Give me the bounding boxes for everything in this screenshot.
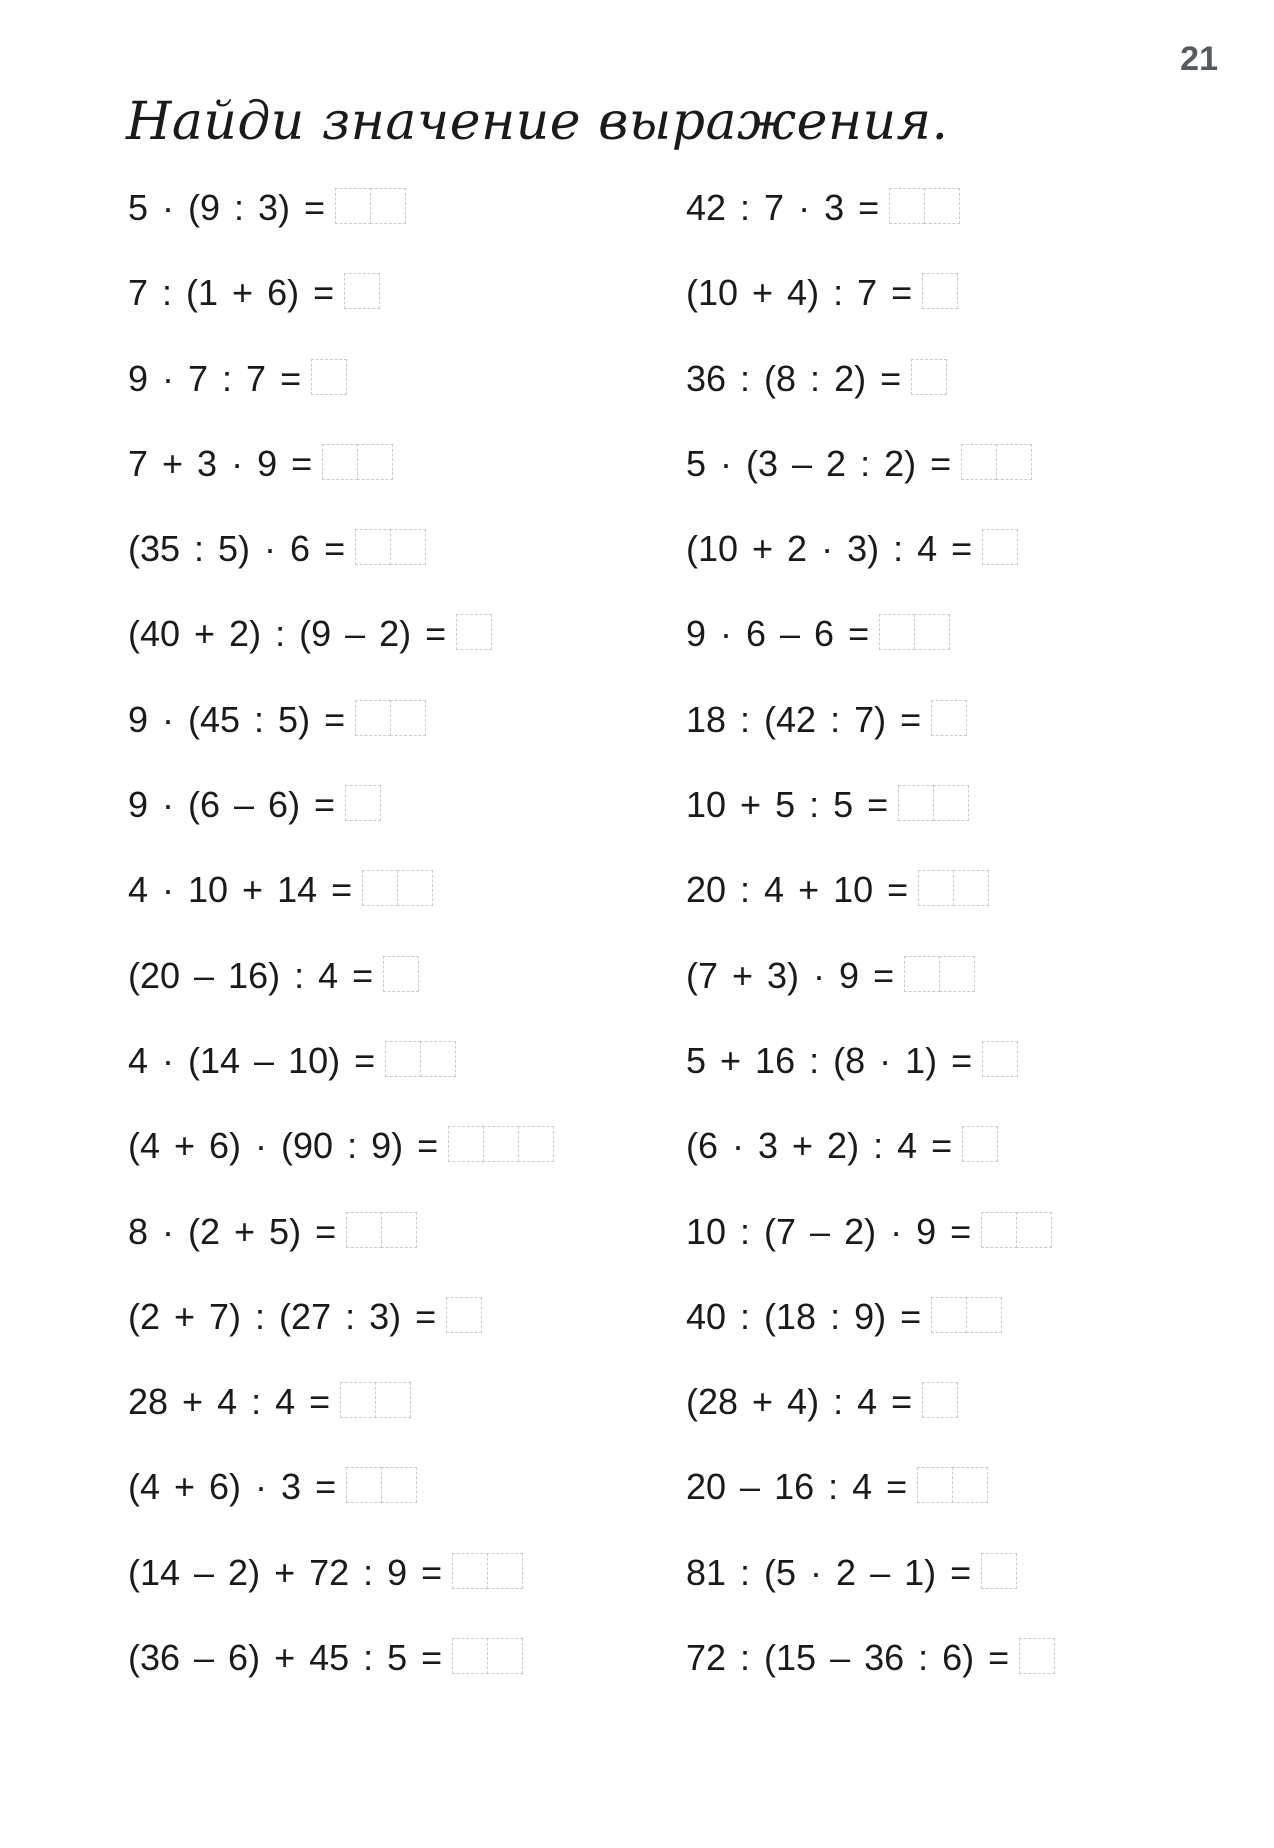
answer-cell[interactable] <box>452 1638 488 1674</box>
exercise-row <box>686 1636 1246 1721</box>
expression-text: 4 · 10 + 14 = <box>128 869 353 911</box>
left-exercise-column <box>128 186 688 1721</box>
expression-text: (4 + 6) · (90 : 9) = <box>128 1125 439 1167</box>
answer-cell[interactable] <box>340 1382 376 1418</box>
exercise-row <box>686 1295 1246 1380</box>
expression-text: (2 + 7) : (27 : 3) = <box>128 1295 437 1337</box>
answer-cell[interactable] <box>996 444 1032 480</box>
answer-cell[interactable] <box>922 1382 958 1418</box>
answer-cell[interactable] <box>904 956 940 992</box>
answer-box[interactable] <box>982 1041 1017 1077</box>
answer-cell[interactable] <box>335 188 371 224</box>
exercise-row <box>686 1551 1246 1636</box>
exercise-row <box>128 1039 688 1124</box>
answer-cell[interactable] <box>390 700 426 736</box>
answer-box[interactable] <box>1019 1638 1054 1674</box>
answer-cell[interactable] <box>381 1212 417 1248</box>
answer-cell[interactable] <box>911 359 947 395</box>
answer-cell[interactable] <box>914 614 950 650</box>
answer-box[interactable] <box>344 273 379 309</box>
answer-box[interactable] <box>931 1297 1001 1333</box>
exercise-row <box>128 271 688 356</box>
expression-text: 20 – 16 : 4 = <box>686 1466 908 1508</box>
answer-box[interactable] <box>456 614 491 650</box>
answer-box[interactable] <box>981 1553 1016 1589</box>
answer-cell[interactable] <box>346 1212 382 1248</box>
expression-text: 9 · (45 : 5) = <box>128 698 346 740</box>
exercise-row <box>686 271 1246 356</box>
answer-box[interactable] <box>962 1126 997 1162</box>
answer-box[interactable] <box>345 785 380 821</box>
expression-text: 5 · (9 : 3) = <box>128 187 326 228</box>
answer-box[interactable] <box>355 529 425 565</box>
answer-box[interactable] <box>922 273 957 309</box>
answer-box[interactable] <box>904 956 974 992</box>
exercise-row <box>686 954 1246 1039</box>
answer-box[interactable] <box>982 529 1017 565</box>
exercise-row <box>128 527 688 612</box>
answer-cell[interactable] <box>931 1297 967 1333</box>
answer-cell[interactable] <box>456 614 492 650</box>
answer-cell[interactable] <box>344 273 380 309</box>
answer-cell[interactable] <box>898 785 934 821</box>
answer-cell[interactable] <box>483 1126 519 1162</box>
answer-box[interactable] <box>346 1467 416 1503</box>
answer-cell[interactable] <box>362 870 398 906</box>
answer-cell[interactable] <box>370 188 406 224</box>
exercise-row <box>128 783 688 868</box>
expression-text: 72 : (15 – 36 : 6) = <box>686 1637 1010 1679</box>
answer-cell[interactable] <box>982 529 1018 565</box>
answer-cell[interactable] <box>1019 1638 1055 1674</box>
answer-box[interactable] <box>898 785 968 821</box>
expression-text: (6 · 3 + 2) : 4 = <box>686 1125 953 1167</box>
answer-cell[interactable] <box>889 188 925 224</box>
expression-text: 40 : (18 : 9) = <box>686 1295 922 1337</box>
expression-text: 5 + 16 : (8 · 1) = <box>686 1039 973 1081</box>
expression-text: 7 + 3 · 9 = <box>128 442 313 484</box>
expression-text: 7 : (1 + 6) = <box>128 272 335 314</box>
exercise-row <box>686 1465 1246 1550</box>
answer-cell[interactable] <box>879 614 915 650</box>
exercise-row <box>686 1124 1246 1209</box>
expression-text: 36 : (8 : 2) = <box>686 357 902 399</box>
answer-cell[interactable] <box>322 444 358 480</box>
exercise-row <box>128 1295 688 1380</box>
answer-cell[interactable] <box>981 1212 1017 1248</box>
answer-cell[interactable] <box>346 1467 382 1503</box>
answer-cell[interactable] <box>383 956 419 992</box>
answer-cell[interactable] <box>953 870 989 906</box>
answer-cell[interactable] <box>917 1467 953 1503</box>
answer-cell[interactable] <box>311 359 347 395</box>
answer-box[interactable] <box>383 956 418 992</box>
exercise-row <box>128 1124 688 1209</box>
answer-cell[interactable] <box>487 1553 523 1589</box>
answer-box[interactable] <box>917 1467 987 1503</box>
answer-cell[interactable] <box>1016 1212 1052 1248</box>
answer-cell[interactable] <box>952 1467 988 1503</box>
expression-text: 9 · (6 – 6) = <box>128 784 336 826</box>
exercise-row <box>686 527 1246 612</box>
exercise-row <box>686 698 1246 783</box>
expression-text: 28 + 4 : 4 = <box>128 1381 331 1423</box>
answer-cell[interactable] <box>381 1467 417 1503</box>
answer-box[interactable] <box>335 188 405 224</box>
exercise-row <box>128 698 688 783</box>
expression-text: (40 + 2) : (9 – 2) = <box>128 613 447 655</box>
exercise-row <box>128 1210 688 1295</box>
exercise-row <box>686 186 1246 271</box>
answer-cell[interactable] <box>922 273 958 309</box>
answer-box[interactable] <box>446 1297 481 1333</box>
expression-text: 18 : (42 : 7) = <box>686 698 922 740</box>
answer-box[interactable] <box>311 359 346 395</box>
exercise-row <box>128 1465 688 1550</box>
expression-text: (36 – 6) + 45 : 5 = <box>128 1637 443 1679</box>
expression-text: (14 – 2) + 72 : 9 = <box>128 1551 443 1593</box>
expression-text: 8 · (2 + 5) = <box>128 1210 337 1252</box>
exercise-row <box>128 954 688 1039</box>
answer-box[interactable] <box>911 359 946 395</box>
answer-box[interactable] <box>385 1041 455 1077</box>
answer-box[interactable] <box>355 700 425 736</box>
answer-cell[interactable] <box>962 1126 998 1162</box>
answer-box[interactable] <box>922 1382 957 1418</box>
answer-cell[interactable] <box>375 1382 411 1418</box>
answer-box[interactable] <box>961 444 1031 480</box>
answer-cell[interactable] <box>448 1126 484 1162</box>
answer-box[interactable] <box>931 700 966 736</box>
exercise-row <box>686 783 1246 868</box>
expression-text: 9 · 7 : 7 = <box>128 357 302 399</box>
expression-text: 10 : (7 – 2) · 9 = <box>686 1210 972 1252</box>
expression-text: 42 : 7 · 3 = <box>686 187 880 228</box>
answer-cell[interactable] <box>931 700 967 736</box>
exercise-row <box>686 1210 1246 1295</box>
expression-text: 10 + 5 : 5 = <box>686 784 889 826</box>
expression-text: (20 – 16) : 4 = <box>128 954 374 996</box>
answer-cell[interactable] <box>982 1041 1018 1077</box>
expression-text: (4 + 6) · 3 = <box>128 1466 337 1508</box>
answer-cell[interactable] <box>961 444 997 480</box>
exercise-row <box>686 612 1246 697</box>
expression-text: 4 · (14 – 10) = <box>128 1039 376 1081</box>
exercise-row <box>128 612 688 697</box>
answer-cell[interactable] <box>355 700 391 736</box>
expression-text: (35 : 5) · 6 = <box>128 528 346 570</box>
answer-box[interactable] <box>981 1212 1051 1248</box>
answer-cell[interactable] <box>924 188 960 224</box>
answer-box[interactable] <box>879 614 949 650</box>
answer-cell[interactable] <box>385 1041 421 1077</box>
answer-box[interactable] <box>362 870 432 906</box>
exercise-row <box>686 442 1246 527</box>
page-title: Найди значение выражения. <box>126 92 949 152</box>
answer-box[interactable] <box>322 444 392 480</box>
answer-cell[interactable] <box>397 870 433 906</box>
answer-box[interactable] <box>452 1638 522 1674</box>
answer-cell[interactable] <box>452 1553 488 1589</box>
answer-cell[interactable] <box>918 870 954 906</box>
answer-box[interactable] <box>340 1382 410 1418</box>
exercise-row <box>686 868 1246 953</box>
expression-text: 81 : (5 · 2 – 1) = <box>686 1551 972 1593</box>
answer-box[interactable] <box>452 1553 522 1589</box>
answer-cell[interactable] <box>981 1553 1017 1589</box>
expression-text: 5 · (3 – 2 : 2) = <box>686 442 952 484</box>
answer-box[interactable] <box>889 188 959 224</box>
answer-cell[interactable] <box>390 529 426 565</box>
exercise-row <box>128 868 688 953</box>
expression-text: 9 · 6 – 6 = <box>686 613 870 655</box>
expression-text: (10 + 2 · 3) : 4 = <box>686 528 973 570</box>
answer-cell[interactable] <box>357 444 393 480</box>
answer-box[interactable] <box>346 1212 416 1248</box>
exercise-row <box>128 1380 688 1465</box>
answer-box[interactable] <box>448 1126 553 1162</box>
exercise-row <box>686 1039 1246 1124</box>
exercise-row <box>128 1636 688 1721</box>
answer-cell[interactable] <box>355 529 391 565</box>
answer-cell[interactable] <box>518 1126 554 1162</box>
exercise-row <box>128 186 688 271</box>
expression-text: 20 : 4 + 10 = <box>686 869 909 911</box>
expression-text: (28 + 4) : 4 = <box>686 1381 913 1423</box>
answer-cell[interactable] <box>345 785 381 821</box>
exercise-row <box>686 1380 1246 1465</box>
exercise-row <box>686 357 1246 442</box>
expression-text: (10 + 4) : 7 = <box>686 272 913 314</box>
page-number: 21 <box>1180 40 1218 78</box>
answer-cell[interactable] <box>487 1638 523 1674</box>
expression-text: (7 + 3) · 9 = <box>686 954 895 996</box>
exercise-row <box>128 357 688 442</box>
right-exercise-column <box>686 186 1246 1721</box>
answer-cell[interactable] <box>939 956 975 992</box>
exercise-row <box>128 1551 688 1636</box>
answer-cell[interactable] <box>446 1297 482 1333</box>
answer-cell[interactable] <box>420 1041 456 1077</box>
answer-cell[interactable] <box>966 1297 1002 1333</box>
exercise-row <box>128 442 688 527</box>
answer-cell[interactable] <box>933 785 969 821</box>
answer-box[interactable] <box>918 870 988 906</box>
